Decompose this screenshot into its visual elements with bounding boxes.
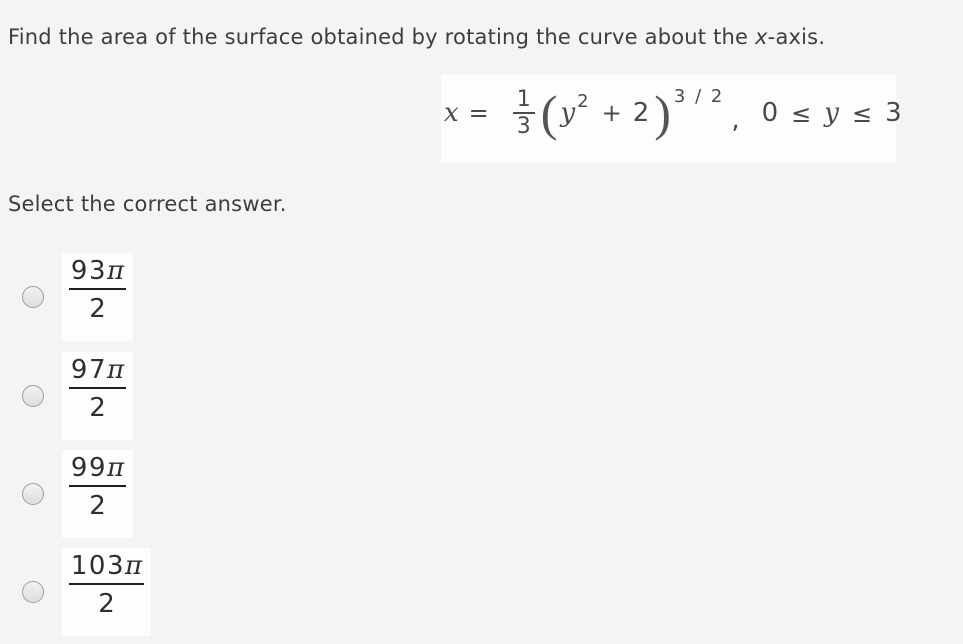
answer-option-1[interactable] <box>22 253 133 341</box>
fraction-numerator: 1 <box>513 88 535 114</box>
range-upper-bound: 3 <box>885 98 902 128</box>
answer-fraction-4 <box>69 553 144 617</box>
answer-fraction-panel-1 <box>62 253 133 341</box>
answer-3-numerator: 99 <box>70 453 107 483</box>
formula-panel <box>441 75 902 163</box>
formula-lhs-variable: x <box>444 98 459 128</box>
close-parenthesis: ) <box>654 85 671 141</box>
formula-base-variable: y <box>560 98 576 128</box>
question-prompt <box>8 25 825 49</box>
question-prompt-variable: x <box>755 25 768 49</box>
answer-fraction-panel-3 <box>62 450 133 538</box>
answer-3-denominator: 2 <box>89 491 106 521</box>
range-variable: y <box>824 98 839 128</box>
base-exponent: 2 <box>577 90 589 112</box>
radio-button-4[interactable] <box>22 581 44 603</box>
radio-button-3[interactable] <box>22 483 44 505</box>
answer-1-denominator: 2 <box>89 294 106 324</box>
pi-symbol: π <box>107 453 125 483</box>
answer-option-4[interactable] <box>22 548 151 636</box>
radio-button-2[interactable] <box>22 385 44 407</box>
select-instruction: Select the correct answer. <box>8 192 287 216</box>
answer-fraction-2 <box>69 357 126 421</box>
pi-symbol: π <box>107 256 125 286</box>
less-equal-sign: ≤ <box>791 100 812 128</box>
formula <box>444 75 902 151</box>
answer-option-2[interactable] <box>22 352 133 440</box>
pi-symbol: π <box>125 551 143 581</box>
equals-sign: = <box>468 99 489 127</box>
question-prompt-text: Find the area of the surface obtained by rotating the curve about the <box>8 25 756 49</box>
answer-fraction-3 <box>69 455 126 519</box>
answer-1-numerator: 93 <box>70 256 107 286</box>
fraction-one-third <box>513 88 535 138</box>
range-lower-bound: 0 <box>761 98 779 128</box>
answer-option-3[interactable] <box>22 450 133 538</box>
fraction-denominator: 3 <box>516 114 531 139</box>
answer-fraction-panel-4 <box>62 548 151 636</box>
less-equal-sign: ≤ <box>851 100 873 128</box>
answer-2-denominator: 2 <box>89 393 106 423</box>
answer-4-numerator: 103 <box>70 551 126 581</box>
answer-4-denominator: 2 <box>98 589 115 619</box>
outer-exponent: 3 / 2 <box>673 85 725 107</box>
answer-2-numerator: 97 <box>70 355 107 385</box>
open-parenthesis: ( <box>540 85 558 141</box>
question-prompt-suffix: -axis. <box>767 25 826 49</box>
plus-sign: + <box>601 99 622 127</box>
addend: 2 <box>632 98 650 128</box>
pi-symbol: π <box>107 355 125 385</box>
answer-fraction-1 <box>69 258 126 322</box>
radio-button-1[interactable] <box>22 286 44 308</box>
answer-fraction-panel-2 <box>62 352 133 440</box>
comma: , <box>731 105 740 135</box>
